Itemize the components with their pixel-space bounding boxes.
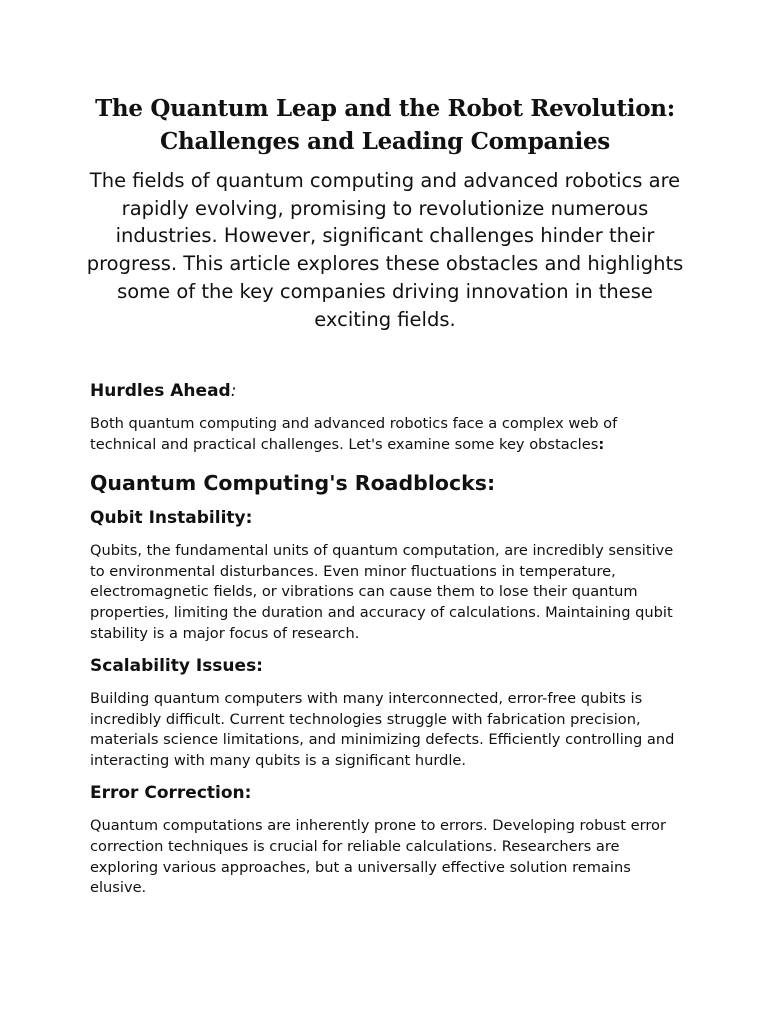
hurdles-heading xyxy=(90,379,680,403)
hurdles-heading-colon: : xyxy=(230,381,237,402)
title-line-2: Challenges and Leading Companies xyxy=(160,128,610,155)
document-title xyxy=(90,92,680,158)
qubit-instability-paragraph: Qubits, the fundamental units of quantum computation, are incredibly sensitive to environmental disturbances. Even minor fluctuations in temperature, electromagnetic fields, or vibrations can cause them to lose their quantum properties, limiting the duration and accuracy of calculations. Maintaining qubit stability is a major focus of research. xyxy=(90,541,674,642)
title-line-1: The Quantum Leap and the Robot Revolution: xyxy=(95,95,675,122)
scalability-issues-heading: Scalability Issues: xyxy=(90,655,263,676)
hurdles-paragraph-text: Both quantum computing and advanced robotics face a complex web of technical and practical challenges. Let's examine some key obstacles xyxy=(90,415,618,454)
quantum-roadblocks-heading: Quantum Computing's Roadblocks: xyxy=(90,470,496,495)
intro-paragraph: The fields of quantum computing and advanced robotics are rapidly evolving, promising to revolutionize numerous industries. However, significant challenges hinder their progress. This article explores these obstacles and highlights some of the key companies driving innovation in these exciting fields. xyxy=(86,169,684,331)
error-correction-paragraph: Quantum computations are inherently prone to errors. Developing robust error correction techniques is crucial for reliable calculations. Researchers are exploring various approaches, but a universally effective solution remains elusive. xyxy=(90,816,666,897)
error-correction-heading: Error Correction: xyxy=(90,782,252,803)
hurdles-paragraph xyxy=(90,414,680,456)
hurdles-paragraph-colon: : xyxy=(598,436,605,454)
scalability-issues-paragraph: Building quantum computers with many interconnected, error-free qubits is incredibly difficult. Current technologies struggle with fabrication precision, materials science limitations, and minimizing defects. Efficiently controlling and interacting with many qubits is a significant hurdle. xyxy=(90,689,675,770)
hurdles-heading-text: Hurdles Ahead xyxy=(90,381,231,402)
document-content xyxy=(86,92,684,899)
qubit-instability-heading: Qubit Instability: xyxy=(90,507,253,528)
